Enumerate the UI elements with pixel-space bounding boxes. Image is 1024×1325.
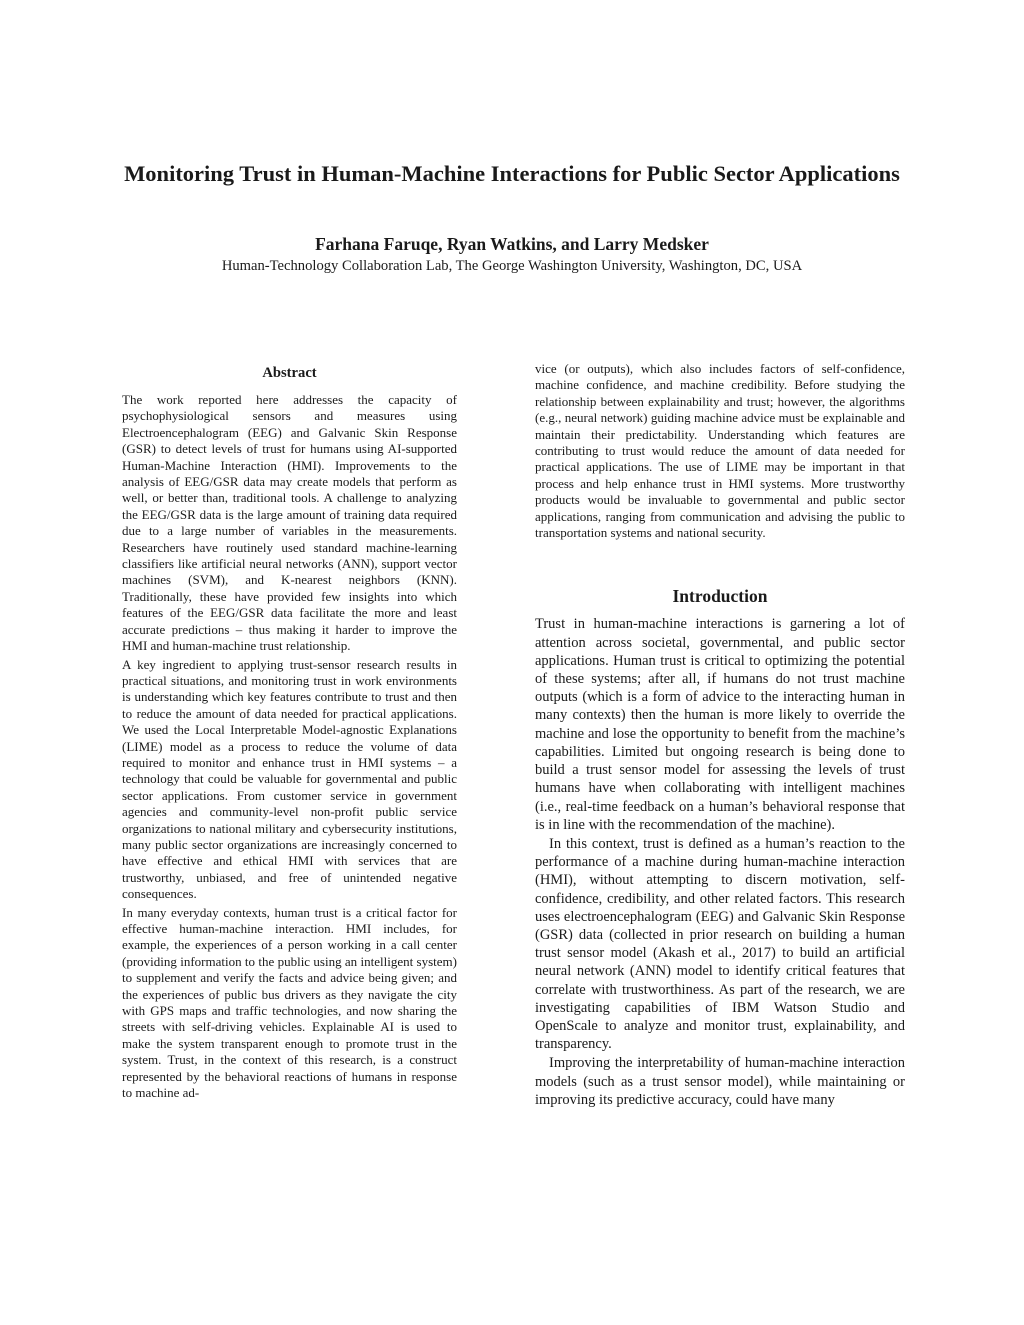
abstract-paragraph: In many everyday contexts, human trust is a critical factor for effective human-machine interaction. HMI includes, for example, the experiences of a person working in a call center (providing information to the public using an intelligent system) to supplement and verify the facts and advice being given; and the experiences of public bus drivers as they navigate the city with GPS maps and traffic technologies, and now sharing the streets with self-driving vehicles. Explainable AI is used to make the system transparent enough to promote trust in the system. Trust, in the context of this research, is a construct represented by the behavioral reactions of humans in response to machine ad- — [122, 904, 457, 1101]
abstract-continuation: vice (or outputs), which also includes factors of self-confidence, machine confidence, and machine credibility. Before studying the relationship between explainability and trust; however, the algorithms (e.g., neural network) guiding machine advice must be explainable and maintain their predictability. Understanding which features are contributing to trust would reduce the amount of data needed for practical applications. The use of LIME may be important in that process and help enhance trust in HMI systems. More trustworthy products would be invaluable to governmental and public sector applications, ranging from communication and advising the public to transportation systems and national security. — [535, 361, 905, 541]
body-paragraph: Trust in human-machine interactions is garnering a lot of attention across societal, governmental, and public sector applications. Human trust is critical to optimizing the potential of these systems; after all, if humans do not trust machine outputs (which is a form of advice to the interacting human in many contexts) then the human is more likely to override the machine and lose the opportunity to benefit from the machine’s capabilities. Limited but ongoing research is being done to build a trust sensor model for assessing the levels of trust humans have when collaborating with intelligent machines (i.e., real-time feedback on a human’s behavioral response that is in line with the recommendation of the machine). — [535, 616, 905, 833]
right-column — [535, 361, 905, 1110]
paper-title: Monitoring Trust in Human-Machine Interactions for Public Sector Applications — [124, 161, 900, 186]
abstract-heading: Abstract — [262, 365, 317, 381]
introduction-heading: Introduction — [672, 586, 768, 607]
abstract-paragraph: The work reported here addresses the capacity of psychophysiological sensors and measures using Electroencephalogram (EEG) and Galvanic Skin Response (GSR) to detect levels of trust for humans using AI-supported Human-Machine Interaction (HMI). Improvements to the analysis of EEG/GSR data may create models that perform as well, or better than, traditional tools. A challenge to analyzing the EEG/GSR data is the large amount of training data required due to a large number of variables in the measurements. Researchers have routinely used standard machine-learning classifiers like artificial neural networks (ANN), support vector machines (SVM), and K-nearest neighbors (KNN). Traditionally, these have provided few insights into which features of the EEG/GSR data facilitate the more and least accurate predictions – thus making it harder to improve the HMI and human-machine trust relationship. — [122, 392, 457, 654]
author-list: Farhana Faruqe, Ryan Watkins, and Larry Medsker — [315, 234, 709, 254]
abstract-paragraph: A key ingredient to applying trust-sensor research results in practical situations, and monitoring trust in work environments is understanding which key features contribute to trust and then to reduce the amount of data needed for practical applications. We used the Local Interpretable Model-agnostic Explanations (LIME) model as a process to reduce the volume of data required to monitor and enhance trust in HMI systems – a technology that could be valuable for governmental and public sector applications. From customer service in government agencies and community-level non-profit public service organizations to national military and cybersecurity institutions, many public sector organizations are increasingly concerned to have effective and ethical HMI with services that are trustworthy, unbiased, and free of unintended negative consequences. — [122, 656, 457, 902]
body-paragraph: In this context, trust is defined as a human’s reaction to the performance of a machine during human-machine interaction (HMI), without attempting to discern motivation, self-confidence, credibility, and other related factors. This research uses electroencephalogram (EEG) and Galvanic Skin Response (GSR) data (collected in prior research on building a human trust sensor model (Akash et al., 2017) to build an artificial neural network (ANN) model to identify critical features that correlate with trustworthiness. As part of the research, we are investigating capabilities of IBM Watson Studio and OpenScale to analyze and monitor trust, explainability, and transparency. — [535, 835, 905, 1053]
affiliation: Human-Technology Collaboration Lab, The George Washington University, Washington, DC, USA — [221, 258, 803, 274]
body-paragraph: Improving the interpretability of human-machine interaction models (such as a trust sensor model), while maintaining or improving its predictive accuracy, could have many — [535, 1055, 905, 1108]
left-column — [122, 361, 457, 1103]
